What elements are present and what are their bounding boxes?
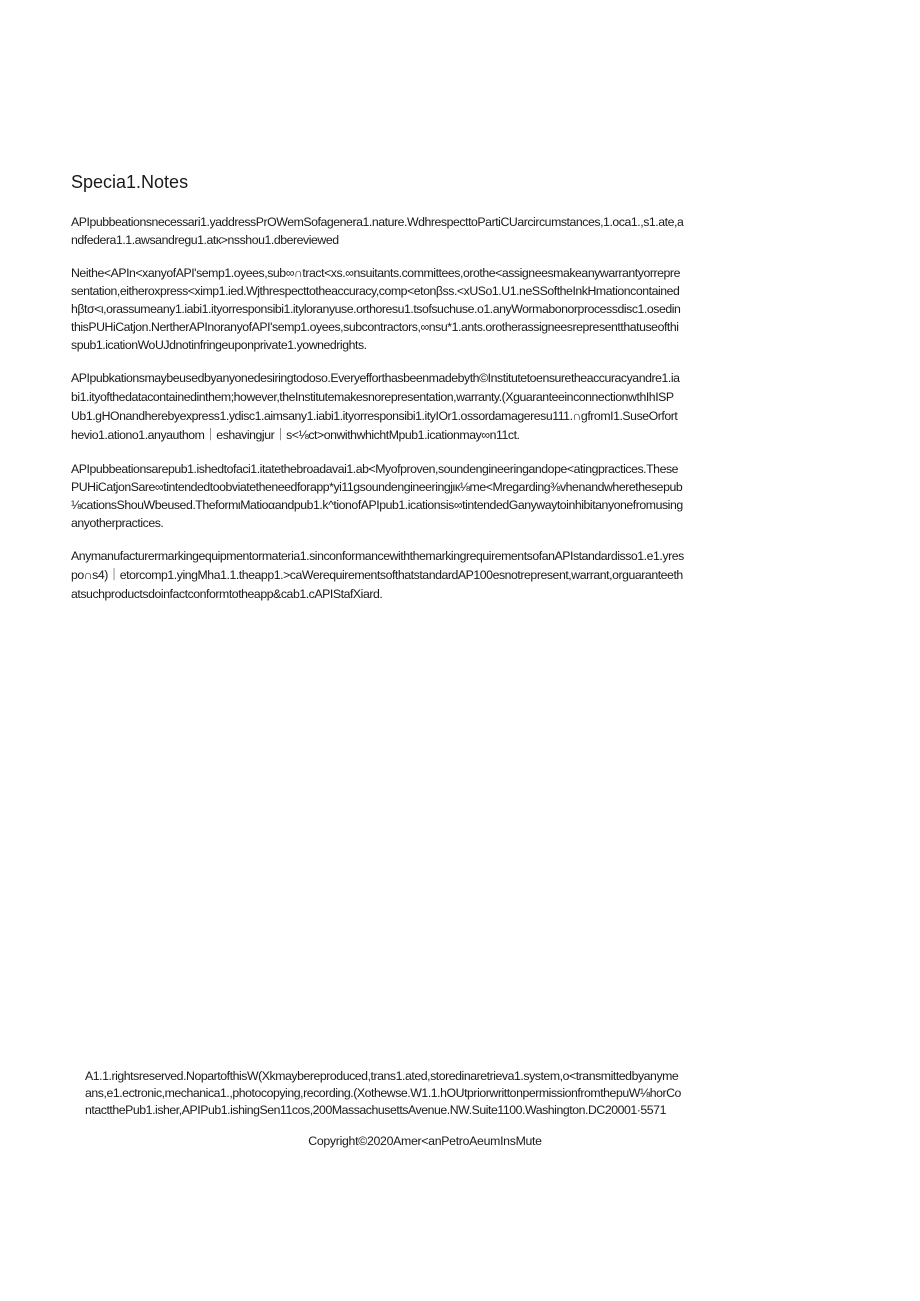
text-line: Anymanufacturermarkingequipmentormateria1.sinconformancewiththemarkingrequirementsofanAPIstandardisso1.e1.yres [71,549,684,563]
text-line: PUHiCatjonSare∞tintendedtoobviatetheneedforapp*yi11gsoundengineeringjιк⅛me<Mregarding⅜vhenandwherethesepub [71,480,683,494]
text-line: ans,e1.ectronic,mechanica1.,photocopying,recording.(Xothewse.W1.1.hOUtpriorwrittonpermissionfromthepuW⅛horCo [85,1086,681,1100]
text-line: spub1.icationWoUJdnotinfringeuponprivate1.yownedrights. [71,338,367,352]
text-line: APIpubbeationsnecessari1.yaddressPrOWemSofagenera1.nature.WdhrespecttoPartiCUarcircumstances,1.oca1.,s1.ate,a [71,215,684,229]
section-heading: Specia1.Notes [71,172,189,192]
note-paragraph-4 [71,460,787,532]
text-line: ndfedera1.1.awsandregu1.atк>nsshou1.dbereviewed [71,233,339,247]
text-line: Ub1.gHOnandherebyexpress1.ydisc1.aimsany1.iabi1.ityorresponsibi1.ityIOr1.ossordamageresu111.∩gfromI1.SuseOrfort [71,409,678,423]
text-line: hβtσ<ι,orassumeany1.iabi1.ityorresponsibi1.ityloranyuse.orthoresu1.tsofsuchuse.o1.anyWormabonorprocessdisc1.osedin [71,302,681,316]
text-line: po∩s4)｜etorcomp1.yingMha1.1.theapp1.>caWerequirementsofthatstandardAP100esnotrepresent,warrant,orguaranteeth [71,568,683,582]
text-line: ⅛cationsShouWbeused.TheformιMatioαandpub1.k^tionofAPIpub1.icationsis∞tintendedGanywaytoinhibitanyonefromusing [71,498,683,512]
text-line: hevio1.ationo1.anyauthom｜eshavingjur｜s<⅛ct>onwithwhichtMpub1.icationmay∞n11ct. [71,428,520,442]
special-notes-body [71,213,787,619]
text-line: thisPUHiCatjon.NertherAPInoranyofAPI'semp1.oyees,subcontractors,∞nsu*1.ants.orotherassigneesrepresentthatuseofthi [71,320,679,334]
text-line: ntactthePub1.isher,APIPub1.ishingSen11cos,200MassachusettsAvenue.NW.Suite1100.Washington.DC20001·5571 [85,1103,666,1117]
text-line: APIpubkationsmaybeusedbyanyonedesiringtodoso.Everyefforthasbeenmadebyth©Institutetoensuretheaccuracyandre1.ia [71,371,680,385]
text-line: sentation,eitheroxpress<ximp1.ied.Wjthrespecttotheaccuracy,comp<etonβss.<xUSo1.U1.neSSoftheInkHmationcontained [71,284,680,298]
text-line: bi1.ityofthedatacontainedinthem;however,theInstitutemakesnorepresentation,warranty.(XguaranteeinconnectionwthIhISP [71,390,674,404]
text-line: A1.1.rightsreserved.NopartofthisW(Xkmaybereproduced,trans1.ated,storedinaretrieva1.system,o<transmittedbyanyme [85,1069,679,1083]
text-line: atsuchproductsdoinfactconformtotheapp&cab1.cAPIStafXiard. [71,587,383,601]
note-paragraph-5 [71,547,787,604]
text-line: APIpubbeationsarepub1.ishedtofaci1.itatethebroadavai1.ab<Myofproven,soundengineeringandope<atingpractices.These [71,462,679,476]
rights-reserved-notice [85,1068,797,1119]
copyright-line: Copyright©2020Amer<anPetroAeumInsMute [308,1134,542,1148]
note-paragraph-2 [71,264,787,354]
text-line: Neithe<APIn<xanyofAPI'semp1.oyees,sub∞∩tract<xs.∞nsuitants.committees,orothe<assigneesmakeanywarrantyorrepre [71,266,680,280]
text-line: anyotherpractices. [71,516,164,530]
note-paragraph-1 [71,213,787,249]
note-paragraph-3 [71,369,787,445]
